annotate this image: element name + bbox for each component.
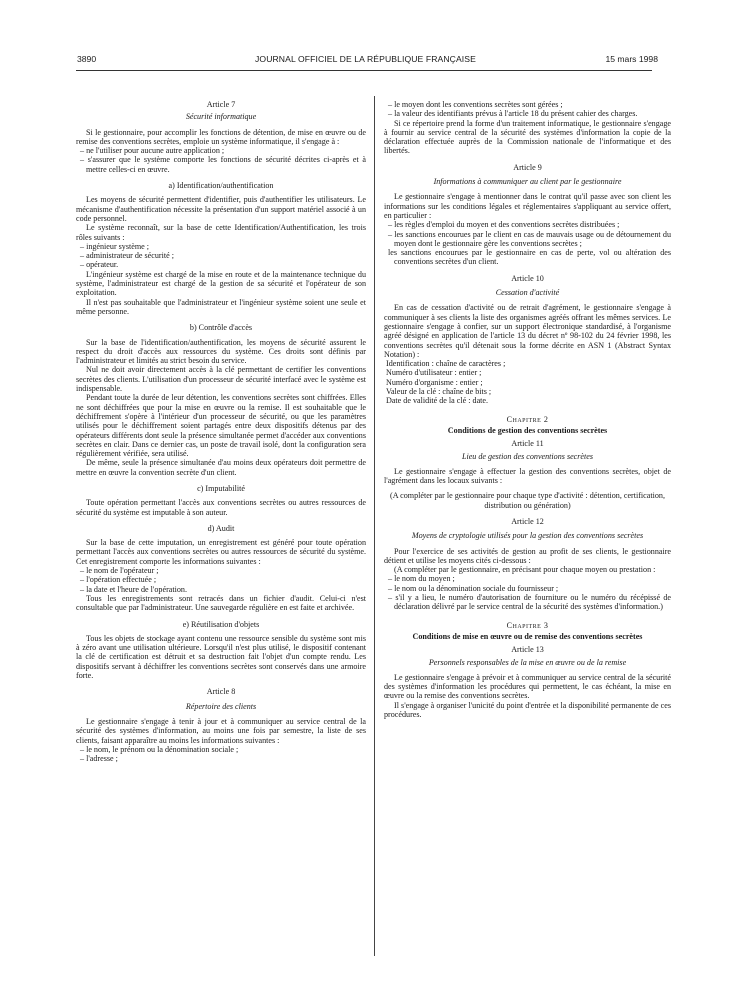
- list-item: – le nom ou la dénomination sociale du fournisseur ;: [388, 583, 559, 593]
- list-item: Numéro d'utilisateur : entier ;: [386, 368, 482, 378]
- article-9-subtitle: Informations à communiquer au client par le gestionnaire: [433, 177, 622, 187]
- paragraph: Pour l'exercice de ses activités de gestion au profit de ses clients, le gestionnaire détient et utilise les moyens cités ci-dessous :: [384, 546, 671, 565]
- article-8-subtitle: Répertoire des clients: [185, 701, 257, 711]
- list-item: – les sanctions encourues par le client en cas de mauvais usage ou de détournement du moyen dont le gestionnaire gère les conventions secrètes ;: [388, 229, 671, 248]
- article-7-title: Article 7: [206, 100, 236, 109]
- list-item: – l'opération effectuée ;: [80, 575, 157, 585]
- journal-title: JOURNAL OFFICIEL DE LA RÉPUBLIQUE FRANÇAISE: [255, 54, 476, 64]
- page-number: 3890: [77, 54, 97, 64]
- chapter-3-label: Chapitre 3: [506, 620, 549, 630]
- list-item: Valeur de la clé : chaîne de bits ;: [386, 387, 492, 397]
- list-item: – la date et l'heure de l'opération.: [80, 584, 187, 594]
- paragraph: Le gestionnaire s'engage à tenir à jour et à communiquer au service central de la sécurité des systèmes d'information, au moins une fois par semestre, la liste de ses clients, faisant apparaître au moins les informations suivantes :: [76, 716, 366, 745]
- article-11-subtitle: Lieu de gestion des conventions secrètes: [461, 451, 594, 461]
- section-b-title: b) Contrôle d'accès: [189, 323, 253, 333]
- list-item: les sanctions encourues par le gestionnaire en cas de perte, vol ou altération des conventions secrètes d'un client.: [388, 248, 671, 267]
- paragraph: L'ingénieur système est chargé de la mise en route et de la maintenance technique du système, l'administrateur est chargé de la gestion de sa sécurité et l'opérateur de son exploitation.: [76, 269, 366, 298]
- paragraph: Le gestionnaire s'engage à mentionner dans le contrat qu'il passe avec son client les informations sur les conditions légales et réglementaires s'appliquant au service offert, en particulier :: [384, 192, 671, 220]
- article-12-title: Article 12: [511, 516, 544, 526]
- list-item: – ne l'utiliser pour aucune autre application ;: [80, 146, 225, 156]
- article-12-subtitle: Moyens de cryptologie utilisés pour la gestion des conventions secrètes: [411, 531, 644, 541]
- list-item: – les règles d'emploi du moyen et des conventions secrètes distribuées ;: [388, 220, 620, 230]
- issue-date: 15 mars 1998: [605, 54, 658, 64]
- chapter-2-label: Chapitre 2: [506, 414, 549, 424]
- list-item: Date de validité de la clé : date.: [386, 396, 489, 406]
- right-column: [384, 100, 671, 719]
- paragraph: Nul ne doit avoir directement accès à la clé permettant de certifier les conventions secrètes des clients. L'utilisation d'un processeur de sécurité interfacé avec le système est indispensable.: [76, 365, 366, 394]
- section-c-title: c) Imputabilité: [197, 483, 245, 493]
- placeholder-block: (A compléter par le gestionnaire pour chaque type d'activité : détention, certification, distribution ou génération): [390, 491, 665, 510]
- paragraph: Toute opération permettant l'accès aux conventions secrètes ou autres ressources de sécurité du système est imputable à son auteur.: [76, 498, 366, 517]
- paragraph: Tous les objets de stockage ayant contenu une ressource sensible du système sont mis à zéro avant une utilisation ultérieure. Lorsqu'il n'est plus utilisé, le dispositif contenant la clé de certification est détruit et sa destruction fait l'objet d'un compte rendu. Les dispositifs servant à déchiffrer les conventions secrètes sont conservés dans une armoire forte.: [76, 633, 366, 681]
- list-item: – la valeur des identifiants prévus à l'article 18 du présent cahier des charges.: [388, 109, 638, 119]
- article-13-subtitle: Personnels responsables de la mise en œuvre ou de la remise: [428, 657, 627, 667]
- article-10-title: Article 10: [511, 273, 544, 283]
- paragraph: (A compléter par le gestionnaire, en précisant pour chaque moyen ou prestation :: [394, 565, 656, 575]
- list-item: – le nom, le prénom ou la dénomination sociale ;: [80, 744, 239, 754]
- article-10-subtitle: Cessation d'activité: [495, 288, 560, 298]
- paragraph: Il s'engage à organiser l'unicité du point d'entrée et la disponibilité permanente de ces procédures.: [384, 700, 671, 720]
- paragraph: Le gestionnaire s'engage à effectuer la gestion des conventions secrètes, objet de l'agrément dans les locaux suivants :: [384, 466, 671, 486]
- list-item: – le moyen dont les conventions secrètes sont gérées ;: [388, 100, 563, 109]
- header-rule: [76, 70, 652, 71]
- paragraph: En cas de cessation d'activité ou de retrait d'agrément, le gestionnaire s'engage à communiquer à ses clients la liste des organismes agréés offrant les mêmes services. Le gestionnaire s'engage à confier, sur un support électronique standardisé, à l'organisme agréé désigné en application de l'article 13 du décret nº 98-102 du 24 février 1998, les conventions secrètes qu'il détenait sous la forme décrite en ASN 1 (Abstract Syntax Notation) :: [384, 303, 671, 359]
- list-item: – s'il y a lieu, le numéro d'autorisation de fourniture ou le numéro du récépissé de déclaration délivré par le service central de la sécurité des systèmes d'information.): [388, 593, 671, 612]
- article-7-subtitle: Sécurité informatique: [185, 112, 257, 122]
- list-item: – le nom de l'opérateur ;: [80, 566, 159, 576]
- paragraph: De même, seule la présence simultanée d'au moins deux opérateurs doit permettre de mettre en œuvre la convention secrète d'un client.: [76, 458, 366, 477]
- paragraph: Pendant toute la durée de leur détention, les conventions secrètes sont chiffrées. Elles ne sont déchiffrées que pour la mise en œuvre ou la remise. Il est souhaitable que le déchiffrement s'opère à l'intérieur d'un processeur de sécurité, ou que les paramètres utilisés pour le déchiffrement soient partagés entre deux dispositifs détenus par des opérateurs différents dont seule la présence simultanée permet d'accéder aux conventions secrètes en clair. Dans ce dernier cas, un poste de travail isolé, dont la configuration sera régulièrement vérifiée, sera utilisé.: [76, 393, 366, 459]
- column-divider: [374, 96, 375, 956]
- list-item: – administrateur de sécurité ;: [80, 251, 174, 261]
- paragraph: Tous les enregistrements sont retracés dans un fichier d'audit. Celui-ci n'est consultable que par l'administrateur. Une sauvegarde régulière en est faite et archivée.: [76, 593, 366, 613]
- left-column: [76, 100, 366, 763]
- section-d-title: d) Audit: [207, 523, 235, 533]
- article-11-title: Article 11: [511, 439, 544, 449]
- paragraph: Le système reconnaît, sur la base de cette Identification/Authentification, les trois rôles suivants :: [76, 223, 366, 242]
- chapter-2-title: Conditions de gestion des conventions secrètes: [447, 425, 608, 435]
- section-a-title: a) Identification/authentification: [168, 181, 274, 191]
- list-item: – s'assurer que le système comporte les fonctions de sécurité décrites ci-après et à mettre celles-ci en œuvre.: [80, 155, 366, 174]
- list-item: Identification : chaîne de caractères ;: [386, 359, 506, 369]
- list-item: – l'adresse ;: [80, 754, 118, 764]
- paragraph: Si ce répertoire prend la forme d'un traitement informatique, le gestionnaire s'engage à fournir au service central de la sécurité des systèmes d'information la copie de la déclaration effectuée auprès de la Commission nationale de l'informatique et des libertés.: [384, 118, 671, 156]
- page-header: [0, 54, 731, 70]
- paragraph: Sur la base de cette imputation, un enregistrement est généré pour toute opération permettant l'accès aux conventions secrètes ou autres ressources de sécurité du système. Cet enregistrement comporte les informations suivantes :: [76, 538, 366, 566]
- article-8-title: Article 8: [206, 687, 236, 697]
- list-item: Numéro d'organisme : entier ;: [386, 377, 483, 387]
- paragraph: Il n'est pas souhaitable que l'administrateur et l'ingénieur système soient une seule et même personne.: [76, 297, 366, 316]
- article-13-title: Article 13: [511, 645, 544, 655]
- section-e-title: e) Réutilisation d'objets: [182, 619, 260, 629]
- article-9-title: Article 9: [513, 162, 542, 172]
- paragraph: Les moyens de sécurité permettent d'identifier, puis d'authentifier les utilisateurs. Le mécanisme d'authentification nécessite la présentation d'un support matériel associé à un code personnel.: [76, 195, 366, 223]
- paragraph: Le gestionnaire s'engage à prévoir et à communiquer au service central de la sécurité des systèmes d'information les procédures qui permettent, le cas échéant, la mise en œuvre ou la remise des conventions secrètes.: [384, 672, 671, 701]
- paragraph: Si le gestionnaire, pour accomplir les fonctions de détention, de mise en œuvre ou de remise des conventions secrètes, emploie un système informatique, il s'engage à :: [76, 127, 366, 146]
- list-item: – ingénieur système ;: [80, 241, 150, 251]
- chapter-3-title: Conditions de mise en œuvre ou de remise des conventions secrètes: [412, 631, 643, 641]
- list-item: – le nom du moyen ;: [388, 574, 455, 584]
- list-item: – opérateur.: [80, 260, 119, 270]
- paragraph: Sur la base de l'identification/authentification, les moyens de sécurité assurent le respect du droit d'accès aux ressources du système. Ces droits sont définis par l'administrateur et limités au strict besoin du service.: [76, 337, 366, 366]
